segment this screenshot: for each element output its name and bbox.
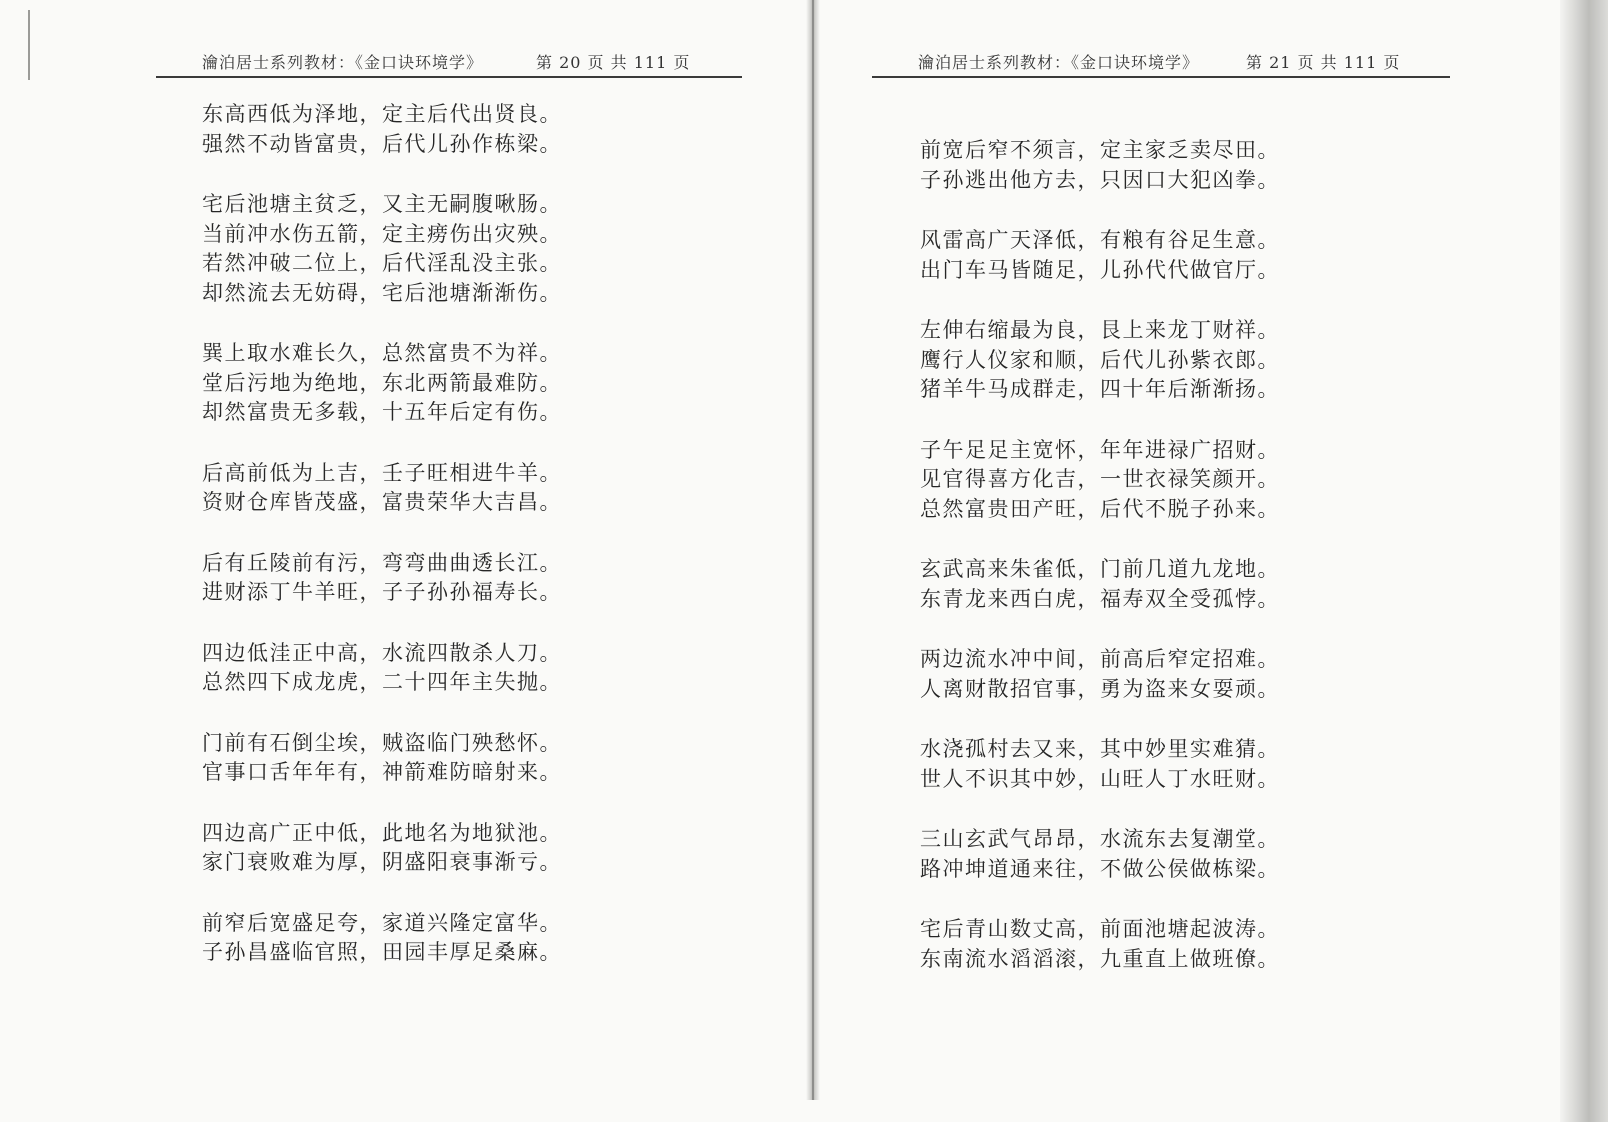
verse-line: 前宽后窄不须言，定主家乏卖尽田。 bbox=[920, 138, 1280, 162]
verse-stanza bbox=[202, 819, 562, 878]
verse-line: 出门车马皆随足，儿孙代代做官厅。 bbox=[920, 257, 1280, 282]
verse-line: 东南流水滔滔滚，九重直上做班僚。 bbox=[920, 946, 1280, 971]
verse-body bbox=[202, 100, 562, 968]
verse-line: 子孙逃出他方去，只因口大犯凶拳。 bbox=[920, 167, 1280, 192]
verse-stanza bbox=[202, 339, 562, 428]
page-number: 第 20 页 共 111 页 bbox=[536, 53, 691, 72]
verse-line: 却然富贵无多载，十五年后定有伤。 bbox=[202, 400, 562, 424]
verse-line: 后有丘陵前有污，弯弯曲曲透长江。 bbox=[202, 550, 562, 575]
verse-line: 猪羊牛马成群走，四十年后渐渐扬。 bbox=[920, 377, 1280, 401]
verse-stanza bbox=[920, 825, 1280, 884]
verse-line: 世人不识其中妙，山旺人丁水旺财。 bbox=[920, 766, 1280, 791]
verse-line: 四边高广正中低，此地名为地狱池。 bbox=[202, 820, 562, 845]
verse-stanza bbox=[202, 100, 562, 159]
page-number: 第 21 页 共 111 页 bbox=[1246, 53, 1401, 72]
page-header bbox=[156, 50, 742, 76]
verse-line: 两边流水冲中间，前高后窄定招难。 bbox=[920, 647, 1280, 671]
scan-edge-shadow bbox=[1560, 0, 1608, 1122]
verse-line: 左伸右缩最为良，艮上来龙丁财祥。 bbox=[920, 318, 1280, 342]
verse-line: 子午足足主宽怀，年年进禄广招财。 bbox=[920, 437, 1280, 462]
verse-line: 进财添丁牛羊旺，子子孙孙福寿长。 bbox=[202, 580, 562, 604]
verse-line: 见官得喜方化吉，一世衣禄笑颜开。 bbox=[920, 467, 1280, 491]
series-title: 瀹泊居士系列教材：《金口诀环境学》 bbox=[202, 53, 484, 72]
verse-line: 资财仓库皆茂盛，富贵荣华大吉昌。 bbox=[202, 490, 562, 514]
verse-line: 若然冲破二位上，后代淫乱没主张。 bbox=[202, 251, 562, 275]
verse-line: 东青龙来西白虎，福寿双全受孤悖。 bbox=[920, 586, 1280, 611]
header-rule bbox=[156, 76, 742, 78]
verse-line: 玄武高来朱雀低，门前几道九龙地。 bbox=[920, 557, 1280, 581]
verse-line: 后高前低为上吉，壬子旺相进牛羊。 bbox=[202, 460, 562, 485]
verse-stanza bbox=[920, 436, 1280, 525]
verse-line: 强然不动皆富贵，后代儿孙作栋梁。 bbox=[202, 131, 562, 156]
verse-stanza bbox=[202, 549, 562, 608]
verse-line: 总然四下成龙虎，二十四年主失抛。 bbox=[202, 670, 562, 694]
verse-line: 前窄后宽盛足夸，家道兴隆定富华。 bbox=[202, 910, 562, 935]
verse-line: 官事口舌年年有，神箭难防暗射来。 bbox=[202, 760, 562, 784]
book-gutter bbox=[806, 0, 820, 1100]
page-edge-mark bbox=[28, 10, 30, 80]
series-title: 瀹泊居士系列教材：《金口诀环境学》 bbox=[918, 53, 1200, 72]
verse-line: 总然富贵田产旺，后代不脱子孙来。 bbox=[920, 496, 1280, 521]
verse-stanza bbox=[920, 555, 1280, 614]
verse-stanza bbox=[920, 226, 1280, 285]
verse-stanza bbox=[202, 639, 562, 698]
verse-stanza bbox=[920, 136, 1280, 195]
verse-line: 路冲坤道通来往，不做公侯做栋梁。 bbox=[920, 856, 1280, 881]
verse-line: 水浇孤村去又来，其中妙里实难猜。 bbox=[920, 737, 1280, 761]
verse-line: 四边低洼正中高，水流四散杀人刀。 bbox=[202, 640, 562, 665]
verse-line: 当前冲水伤五箭，定主痨伤出灾殃。 bbox=[202, 221, 562, 246]
page-header bbox=[872, 50, 1450, 76]
verse-stanza bbox=[202, 729, 562, 788]
verse-line: 堂后污地为绝地，东北两箭最难防。 bbox=[202, 370, 562, 395]
verse-stanza bbox=[920, 735, 1280, 794]
verse-line: 鹰行人仪家和顺，后代儿孙紫衣郎。 bbox=[920, 347, 1280, 372]
verse-line: 却然流去无妨碍，宅后池塘渐渐伤。 bbox=[202, 280, 562, 305]
verse-body bbox=[920, 136, 1280, 974]
verse-line: 三山玄武气昂昂，水流东去复潮堂。 bbox=[920, 827, 1280, 851]
verse-line: 门前有石倒尘埃，贼盗临门殃愁怀。 bbox=[202, 730, 562, 755]
verse-stanza bbox=[202, 909, 562, 968]
verse-line: 巽上取水难长久，总然富贵不为祥。 bbox=[202, 341, 562, 365]
verse-stanza bbox=[920, 915, 1280, 974]
verse-line: 宅后青山数丈高，前面池塘起波涛。 bbox=[920, 917, 1280, 941]
right-page bbox=[812, 0, 1608, 1122]
verse-line: 宅后池塘主贫乏，又主无嗣腹啾肠。 bbox=[202, 192, 562, 216]
verse-line: 家门衰败难为厚，阴盛阳衰事渐亏。 bbox=[202, 850, 562, 874]
verse-stanza bbox=[920, 645, 1280, 704]
verse-stanza bbox=[202, 190, 562, 308]
verse-stanza bbox=[202, 459, 562, 518]
verse-line: 风雷高广天泽低，有粮有谷足生意。 bbox=[920, 228, 1280, 252]
header-rule bbox=[872, 76, 1450, 78]
verse-stanza bbox=[920, 316, 1280, 405]
verse-line: 人离财散招官事，勇为盗来女耍顽。 bbox=[920, 676, 1280, 701]
verse-line: 子孙昌盛临官照，田园丰厚足桑麻。 bbox=[202, 940, 562, 964]
verse-line: 东高西低为泽地，定主后代出贤良。 bbox=[202, 102, 562, 126]
